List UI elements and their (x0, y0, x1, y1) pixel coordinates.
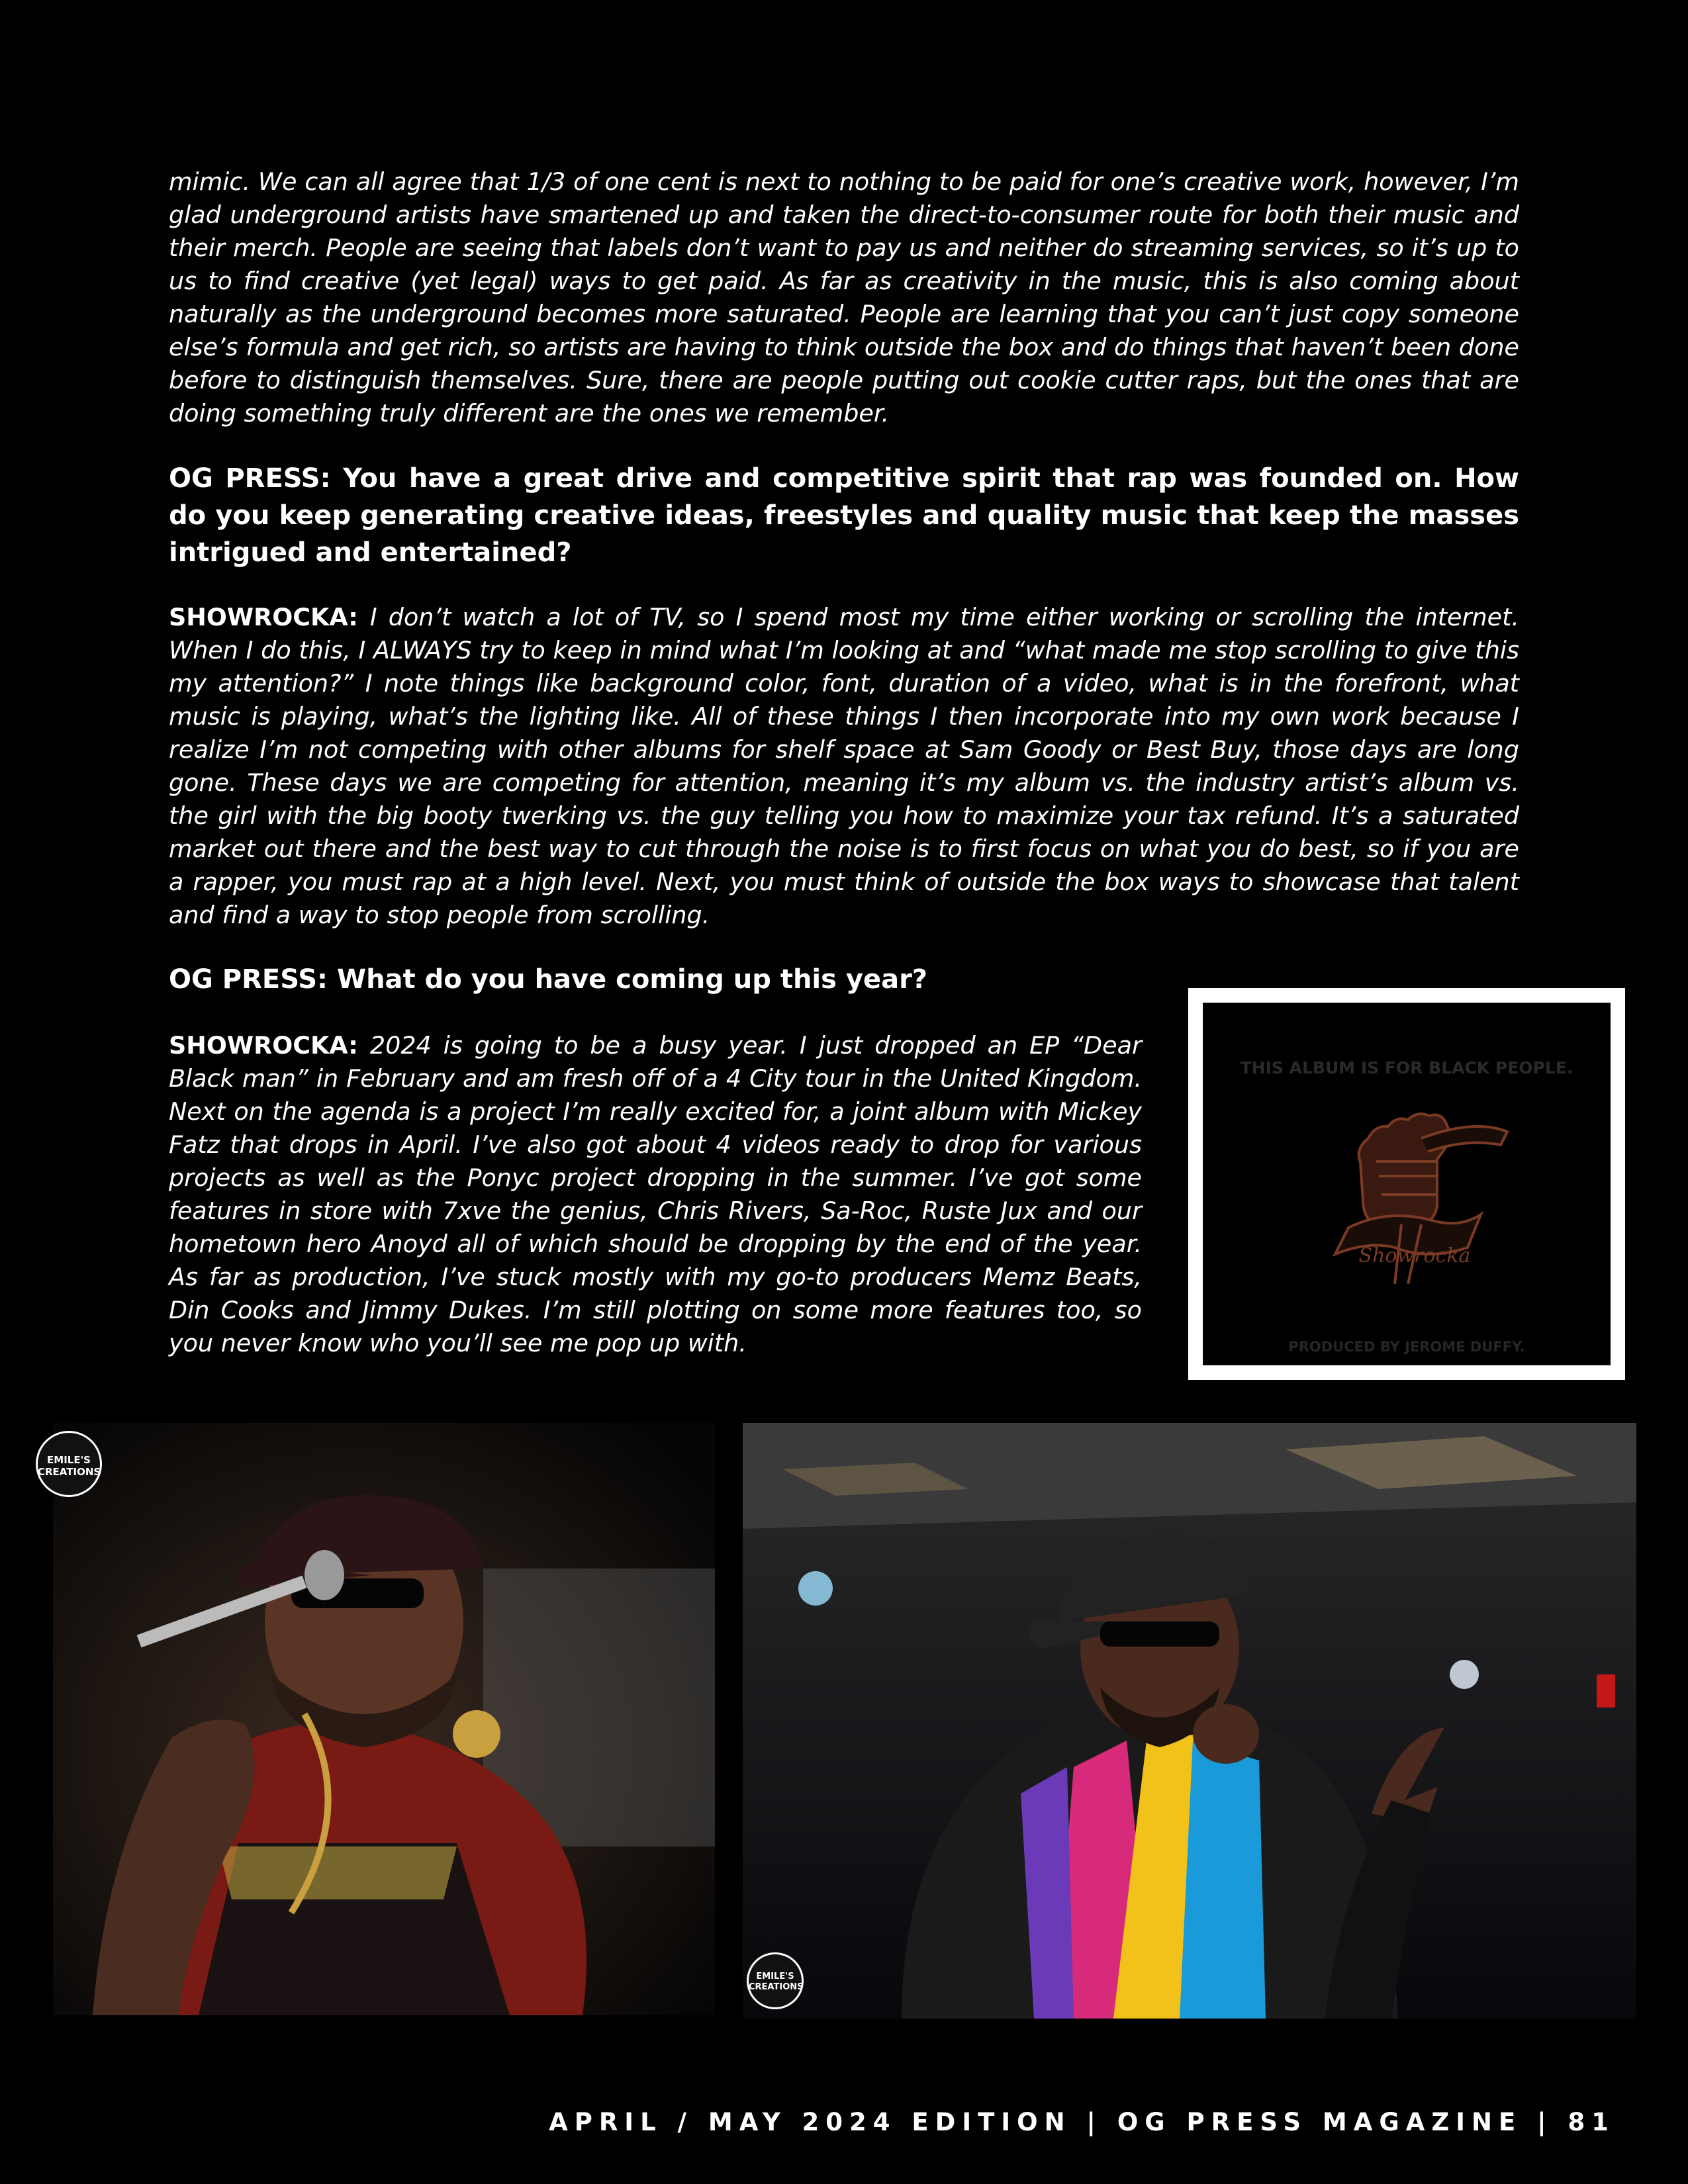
album-producer-credit: PRODUCED BY JEROME DUFFY. (1288, 1339, 1525, 1355)
raised-fist-icon (1203, 1003, 1611, 1365)
answer-text: 2024 is going to be a busy year. I just dropped an EP “Dear Black man” in February and am fresh off of a 4 City tour in the United Kingdom. Next on the agenda is a project I’m really excited for, a joint album with Mickey Fatz that drops in April. I’ve also got about 4 videos ready to drop for various projects as well as the Ponyc project dropping in the summer. I’ve got some features in store with 7xve the genius, Chris Rivers, Sa-Roc, Ruste Jux and our hometown hero Anoyd all of which should be dropping by the end of the year. As far as production, I’ve stuck mostly with my go-to producers Memz Beats, Din Cooks and Jimmy Dukes. I’m still plotting on some more features too, so you never know who you’ll see me pop up with. (169, 1031, 1142, 1357)
performer-photo-right (743, 1423, 1636, 2019)
question-coming-up: OG PRESS: What do you have coming up this year? (169, 964, 927, 995)
album-signature: Showrocka (1358, 1244, 1471, 1267)
watermark-logo: EMILE'S CREATIONS (747, 1952, 804, 2009)
watermark-logo: EMILE'S CREATIONS (36, 1431, 102, 1497)
performer-photo-left (38, 1423, 715, 2015)
page-footer: APRIL / MAY 2024 EDITION | OG PRESS MAGAZINE | 81 (549, 2108, 1615, 2136)
album-cover (1203, 1003, 1611, 1365)
speaker-label: SHOWROCKA: (169, 603, 358, 631)
answer-text: I don’t watch a lot of TV, so I spend most my time either working or scrolling the internet. When I do this, I ALWAYS try to keep in mind what I’m looking at and “what made me stop scrolling to give this my attention?” I note things like background color, font, duration of a video, what is in the forefront, what music is playing, what’s the lighting like. All of these things I then incorporate into my own work because I realize I’m not competing with other albums for shelf space at Sam Goody or Best Buy, those days are long gone. These days we are competing for attention, meaning it’s my album vs. the industry artist’s album vs. the girl with the big booty twerking vs. the guy telling you how to maximize your tax refund. It’s a saturated market out there and the best way to cut through the noise is to first focus on what you do best, so if you are a rapper, you must rap at a high level. Next, you must think of outside the box ways to showcase that talent and find a way to stop people from scrolling. (169, 603, 1519, 929)
answer-creative-ideas (169, 601, 1519, 932)
speaker-label: SHOWROCKA: (169, 1031, 358, 1060)
question-creative-ideas: OG PRESS: You have a great drive and competitive spirit that rap was founded on. How do you keep generating creative ideas, freestyles and quality music that keep the masses intrigued and entertained? (169, 463, 1519, 568)
album-cover-frame (1188, 988, 1625, 1380)
answer-coming-up (169, 1029, 1142, 1360)
intro-paragraph: mimic. We can all agree that 1/3 of one cent is next to nothing to be paid for one’s creative work, however, I’m glad underground artists have smartened up and taken the direct-to-consumer route for both their music and their merch. People are seeing that labels don’t want to pay us and neither do streaming services, so it’s up to us to find creative (yet legal) ways to get paid. As far as creativity in the music, this is also coming about naturally as the underground becomes more saturated. People are learning that you can’t just copy someone else’s formula and get rich, so artists are having to think outside the box and do things that haven’t been done before to distinguish themselves. Sure, there are people putting out cookie cutter raps, but the ones that are doing something truly different are the ones we remember. (169, 167, 1519, 428)
album-tagline: THIS ALBUM IS FOR BLACK PEOPLE. (1240, 1058, 1573, 1077)
